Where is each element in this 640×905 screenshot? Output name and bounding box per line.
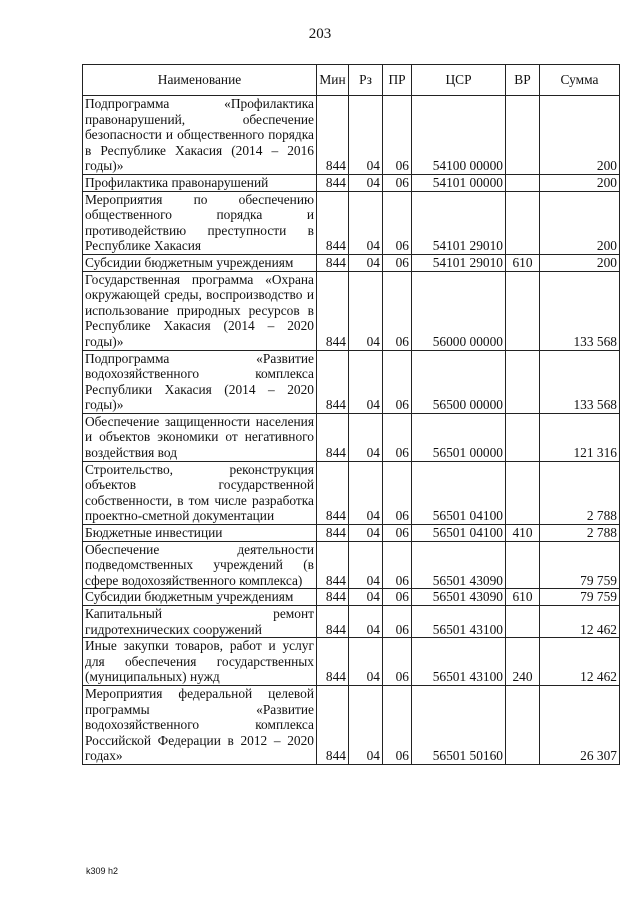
- cell-sum: 2 788: [540, 461, 620, 524]
- cell-vr: [506, 191, 540, 254]
- cell-pr: 06: [383, 685, 412, 764]
- header-sum: Сумма: [540, 65, 620, 96]
- cell-pr: 06: [383, 174, 412, 191]
- table-row: [83, 350, 620, 413]
- cell-pr: 06: [383, 589, 412, 606]
- cell-vr: 240: [506, 638, 540, 686]
- cell-csr: 54101 29010: [412, 191, 506, 254]
- header-min: Мин: [317, 65, 349, 96]
- cell-min: 844: [317, 254, 349, 271]
- cell-csr: 56501 43090: [412, 589, 506, 606]
- cell-rz: 04: [349, 350, 383, 413]
- cell-min: 844: [317, 461, 349, 524]
- cell-vr: [506, 685, 540, 764]
- cell-csr: 54101 00000: [412, 174, 506, 191]
- cell-vr: [506, 606, 540, 638]
- cell-csr: 56501 50160: [412, 685, 506, 764]
- cell-vr: [506, 96, 540, 175]
- cell-rz: 04: [349, 525, 383, 542]
- cell-pr: 06: [383, 638, 412, 686]
- cell-name: Мероприятия по обеспечению общественного порядка и противодействию преступности в Республике Хакасия: [83, 191, 317, 254]
- cell-csr: 56000 00000: [412, 271, 506, 350]
- cell-name: Государственная программа «Охрана окружающей среды, воспроизводство и использование природных ресурсов в Республике Хакасия (2014 – 2020 годы)»: [83, 271, 317, 350]
- cell-pr: 06: [383, 461, 412, 524]
- cell-rz: 04: [349, 174, 383, 191]
- cell-vr: [506, 174, 540, 191]
- table-row: [83, 638, 620, 686]
- table-row: [83, 461, 620, 524]
- cell-min: 844: [317, 685, 349, 764]
- cell-rz: 04: [349, 638, 383, 686]
- page-number: 203: [308, 26, 332, 42]
- cell-pr: 06: [383, 525, 412, 542]
- cell-sum: 133 568: [540, 271, 620, 350]
- cell-vr: [506, 413, 540, 461]
- cell-rz: 04: [349, 461, 383, 524]
- cell-name: Строительство, реконструкция объектов государственной собственности, в том числе разработка проектно-сметной документации: [83, 461, 317, 524]
- cell-vr: [506, 350, 540, 413]
- cell-sum: 200: [540, 191, 620, 254]
- cell-sum: 79 759: [540, 541, 620, 589]
- table-row: [83, 191, 620, 254]
- cell-vr: 410: [506, 525, 540, 542]
- table-row: [83, 541, 620, 589]
- cell-csr: 56500 00000: [412, 350, 506, 413]
- cell-name: Обеспечение деятельности подведомственных учреждений (в сфере водохозяйственного комплекса): [83, 541, 317, 589]
- cell-sum: 121 316: [540, 413, 620, 461]
- cell-name: Бюджетные инвестиции: [83, 525, 317, 542]
- table-row: [83, 96, 620, 175]
- cell-pr: 06: [383, 541, 412, 589]
- cell-sum: 200: [540, 254, 620, 271]
- table-header-row: [83, 65, 620, 96]
- cell-pr: 06: [383, 271, 412, 350]
- cell-rz: 04: [349, 541, 383, 589]
- cell-name: Подпрограмма «Профилактика правонарушений, обеспечение безопасности и общественного порядка в Республике Хакасия (2014 – 2016 годы)»: [83, 96, 317, 175]
- cell-min: 844: [317, 191, 349, 254]
- cell-rz: 04: [349, 254, 383, 271]
- table-row: [83, 413, 620, 461]
- cell-csr: 54101 29010: [412, 254, 506, 271]
- cell-rz: 04: [349, 589, 383, 606]
- cell-sum: 200: [540, 96, 620, 175]
- budget-table: [82, 64, 620, 765]
- cell-vr: [506, 541, 540, 589]
- cell-sum: 200: [540, 174, 620, 191]
- cell-vr: 610: [506, 254, 540, 271]
- cell-rz: 04: [349, 413, 383, 461]
- cell-name: Обеспечение защищенности населения и объектов экономики от негативного воздействия вод: [83, 413, 317, 461]
- cell-name: Субсидии бюджетным учреждениям: [83, 254, 317, 271]
- cell-pr: 06: [383, 96, 412, 175]
- cell-pr: 06: [383, 350, 412, 413]
- cell-min: 844: [317, 541, 349, 589]
- header-name: Наименование: [83, 65, 317, 96]
- cell-csr: 56501 43100: [412, 606, 506, 638]
- cell-pr: 06: [383, 254, 412, 271]
- cell-min: 844: [317, 606, 349, 638]
- cell-sum: 2 788: [540, 525, 620, 542]
- cell-min: 844: [317, 174, 349, 191]
- header-rz: Рз: [349, 65, 383, 96]
- table-row: [83, 606, 620, 638]
- table-row: [83, 685, 620, 764]
- cell-vr: [506, 271, 540, 350]
- table-row: [83, 589, 620, 606]
- cell-name: Субсидии бюджетным учреждениям: [83, 589, 317, 606]
- cell-name: Капитальный ремонт гидротехнических сооружений: [83, 606, 317, 638]
- cell-sum: 133 568: [540, 350, 620, 413]
- header-vr: ВР: [506, 65, 540, 96]
- table-row: [83, 271, 620, 350]
- cell-sum: 79 759: [540, 589, 620, 606]
- cell-name: Мероприятия федеральной целевой программы «Развитие водохозяйственного комплекса Российской Федерации в 2012 – 2020 годах»: [83, 685, 317, 764]
- cell-sum: 12 462: [540, 638, 620, 686]
- cell-csr: 56501 04100: [412, 461, 506, 524]
- cell-min: 844: [317, 525, 349, 542]
- cell-csr: 56501 43100: [412, 638, 506, 686]
- cell-pr: 06: [383, 191, 412, 254]
- cell-min: 844: [317, 638, 349, 686]
- cell-name: Подпрограмма «Развитие водохозяйственного комплекса Республики Хакасия (2014 – 2020 годы)»: [83, 350, 317, 413]
- cell-min: 844: [317, 350, 349, 413]
- cell-vr: [506, 461, 540, 524]
- cell-min: 844: [317, 271, 349, 350]
- header-csr: ЦСР: [412, 65, 506, 96]
- table-row: [83, 525, 620, 542]
- cell-pr: 06: [383, 606, 412, 638]
- header-pr: ПР: [383, 65, 412, 96]
- cell-rz: 04: [349, 685, 383, 764]
- cell-name: Профилактика правонарушений: [83, 174, 317, 191]
- cell-min: 844: [317, 96, 349, 175]
- cell-min: 844: [317, 589, 349, 606]
- cell-rz: 04: [349, 191, 383, 254]
- cell-csr: 54100 00000: [412, 96, 506, 175]
- cell-rz: 04: [349, 271, 383, 350]
- table-row: [83, 254, 620, 271]
- cell-name: Иные закупки товаров, работ и услуг для обеспечения государственных (муниципальных) нужд: [83, 638, 317, 686]
- cell-csr: 56501 04100: [412, 525, 506, 542]
- cell-vr: 610: [506, 589, 540, 606]
- cell-rz: 04: [349, 96, 383, 175]
- table-row: [83, 174, 620, 191]
- cell-min: 844: [317, 413, 349, 461]
- cell-csr: 56501 00000: [412, 413, 506, 461]
- cell-sum: 12 462: [540, 606, 620, 638]
- footer-code: k309 h2: [86, 866, 119, 876]
- cell-pr: 06: [383, 413, 412, 461]
- cell-sum: 26 307: [540, 685, 620, 764]
- cell-csr: 56501 43090: [412, 541, 506, 589]
- cell-rz: 04: [349, 606, 383, 638]
